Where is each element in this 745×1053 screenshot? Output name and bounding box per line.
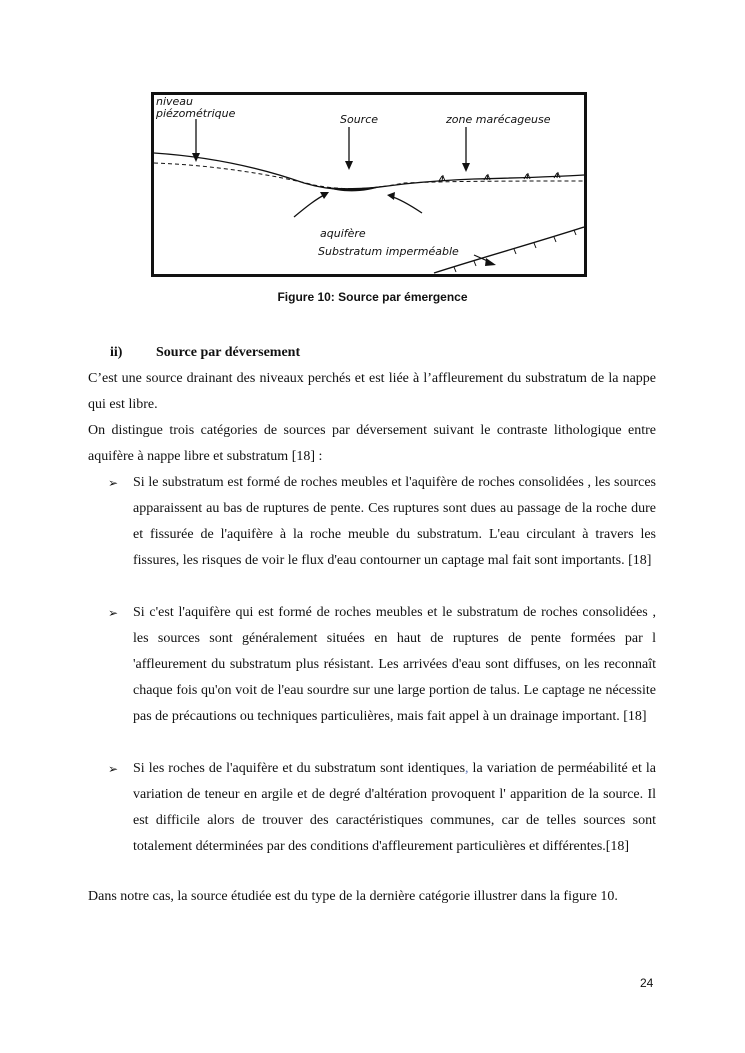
label-niveau: niveau [156, 95, 194, 108]
label-zone-marecageuse: zone marécageuse [446, 113, 551, 126]
bullet-arrow-icon: ➢ [108, 476, 119, 490]
emergence-diagram [154, 95, 584, 274]
bullet-item: Si le substratum est formé de roches meubles et l'aquifère de roches consolidées , les sources apparaissent au bas de ruptures de pente. Ces ruptures sont dues au passage de la roche dure et fissurée de l'aquifère à la roche meuble du substratum. L'eau circulant à travers les fissures, les risques de voir le flux d'eau contourner un captage mal fait sont importants. [18] [133, 475, 656, 568]
label-source: Source [340, 113, 379, 126]
bullet-3-comma: , [465, 761, 469, 776]
label-aquifere: aquifère [320, 227, 366, 240]
piezometric-arrow [192, 119, 200, 162]
section-number: ii) [110, 345, 123, 360]
section-title: Source par déversement [156, 345, 301, 360]
conclusion-paragraph: Dans notre cas, la source étudiée est du type de la dernière catégorie illustrer dans la figure 10. [88, 889, 618, 904]
label-substratum: Substratum imperméable [318, 245, 459, 258]
source-arrow [345, 127, 353, 170]
flow-arrow-right [387, 192, 422, 213]
bullet-arrow-icon: ➢ [108, 606, 119, 620]
spring-pool [326, 186, 382, 191]
paragraph-2: On distingue trois catégories de sources par déversement suivant le contraste lithologique entre aquifère à nappe libre et substratum [18] : [88, 423, 656, 464]
bullet-item: Si c'est l'aquifère qui est formé de roches meubles et le substratum de roches consolidées , les sources sont généralement situées en haut de ruptures de pente formées par l 'affleurement du substratum plus résistant. Les arrivées d'eau sont diffuses, on les reconnaît chaque fois qu'on voit de l'eau sourdre sur une large portion de talus. Le captage ne nécessite pas de précautions ou techniques particulières, mais fait appel à un drainage important. [18] [133, 605, 656, 724]
bullet-3-part-2: la variation de perméabilité et la variation de teneur en argile et de degré d'altération provoquent l' apparition de la source. Il est difficile alors de trouver des caractéristiques communes, car de telles sources sont totalement déterminées par des conditions d'affleurement particulières et différentes.[18] [133, 761, 656, 854]
paragraph-1: C’est une source drainant des niveaux perchés et est liée à l’affleurement du substratum de la nappe qui est libre. [88, 371, 656, 412]
bullet-3-part-1: Si les roches de l'aquifère et du substratum sont identiques [133, 761, 466, 776]
figure-caption: Figure 10: Source par émergence [277, 290, 468, 304]
figure-source-emergence [151, 92, 587, 277]
bullet-arrow-icon: ➢ [108, 762, 119, 776]
bullet-item [133, 756, 656, 860]
ground-surface [154, 153, 584, 190]
zone-arrow [462, 127, 470, 172]
page-number: 24 [640, 976, 654, 990]
substratum-ticks [454, 230, 576, 272]
flow-arrow-left [294, 192, 329, 217]
label-piezometrique: piézométrique [156, 107, 236, 120]
section-heading [110, 340, 300, 366]
water-table [154, 163, 584, 189]
